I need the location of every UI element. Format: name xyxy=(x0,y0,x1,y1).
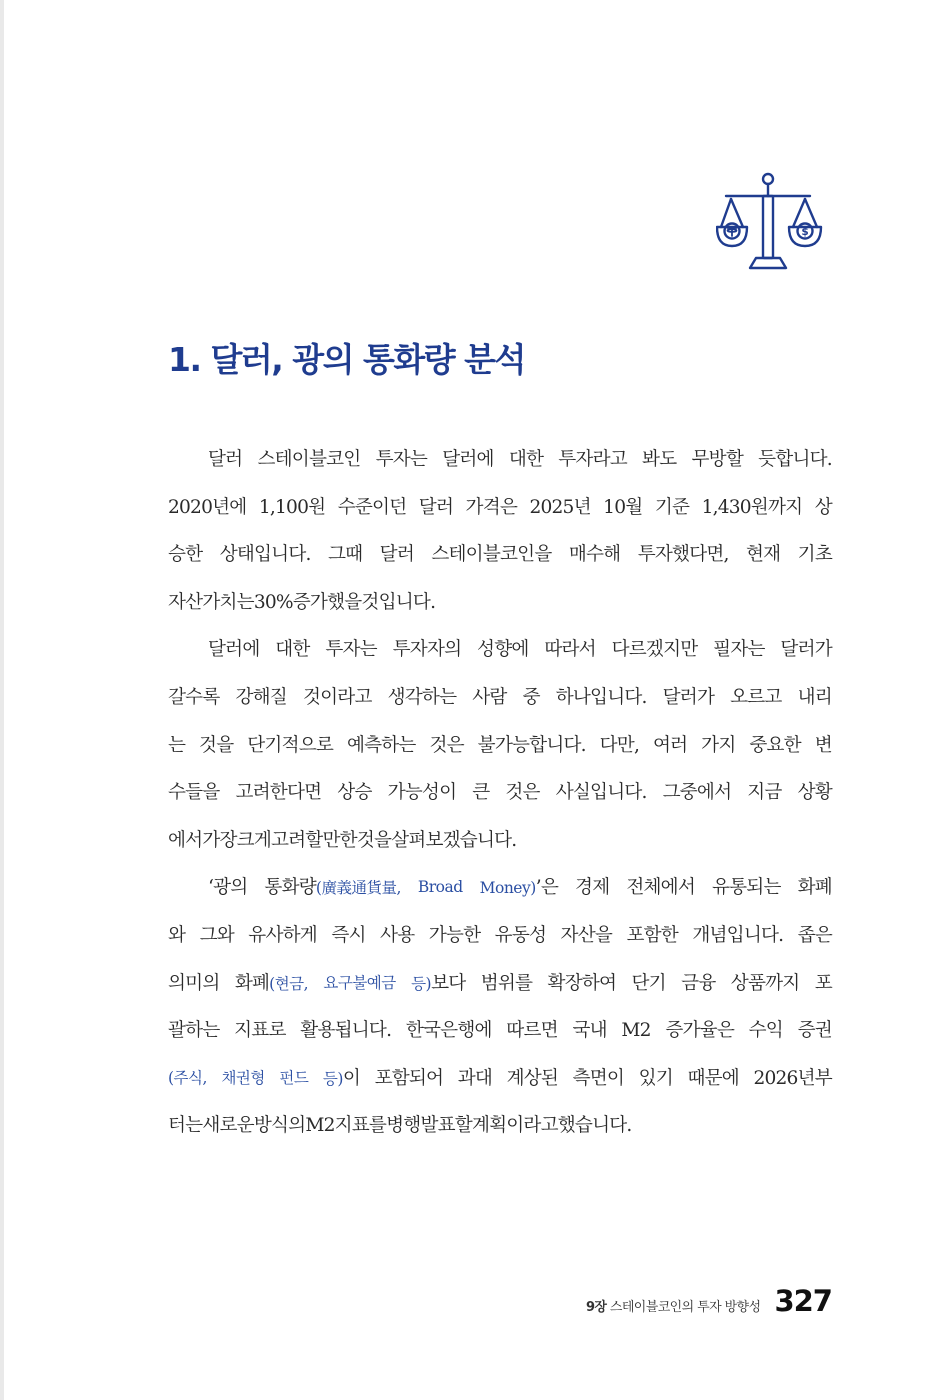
word: 투자했다면, xyxy=(637,544,729,566)
body-text xyxy=(168,436,832,1150)
word: 에서 xyxy=(168,829,203,851)
word-group xyxy=(480,864,558,912)
word: 경제 xyxy=(575,877,610,899)
word: 증가했을 xyxy=(292,591,362,613)
word: 현재 xyxy=(745,544,781,566)
word: 달러에 xyxy=(442,449,494,470)
word: 가장 xyxy=(202,829,237,851)
word: 오르고 xyxy=(730,686,782,708)
word: 것입니다. xyxy=(361,591,436,613)
word: 달러가 xyxy=(780,639,832,661)
word: M2 xyxy=(305,1115,335,1137)
word: 포함되어 xyxy=(374,1067,444,1089)
text-line xyxy=(168,912,832,960)
word: 가능한 xyxy=(428,924,481,946)
word: 개념입니다. xyxy=(692,924,784,946)
word: 측면이 xyxy=(572,1067,625,1089)
word: 큰 xyxy=(472,782,490,804)
word: 달러 xyxy=(418,496,454,518)
word: 듯합니다. xyxy=(758,449,832,470)
word: 것은 xyxy=(429,734,464,756)
word: 단기 xyxy=(631,972,666,994)
paragraph xyxy=(168,626,832,864)
word: 기초 xyxy=(797,544,832,566)
word: 갈수록 xyxy=(168,686,220,708)
word: 하나입니다. xyxy=(555,686,647,708)
text-line xyxy=(168,864,832,912)
word: 크게 xyxy=(236,829,271,851)
word: 계획이라고 xyxy=(471,1115,558,1137)
word: 필자는 xyxy=(713,639,765,661)
word: 성향에 xyxy=(477,639,529,661)
word: 있기 xyxy=(638,1067,673,1089)
chapter-title: 스테이블코인의 투자 방향성 xyxy=(609,1300,761,1315)
word: 따라서 xyxy=(544,639,596,661)
word: 승한 xyxy=(168,544,203,566)
word: 계상된 xyxy=(506,1067,559,1089)
word: 지금 xyxy=(747,782,782,804)
word: 중 xyxy=(522,686,540,708)
word: 방식의 xyxy=(253,1115,306,1137)
word: 가격은 xyxy=(465,496,518,518)
text-line xyxy=(168,1102,832,1150)
text-line xyxy=(168,960,832,1008)
word: 매수해 xyxy=(568,544,621,566)
paragraph xyxy=(168,864,832,1150)
annotation-word: Broad xyxy=(417,878,463,897)
word: 상 xyxy=(814,496,832,518)
word: 다르겠지만 xyxy=(611,639,698,661)
page-number: 327 xyxy=(774,1284,832,1318)
word: 유동성 xyxy=(494,924,547,946)
word: 대한 xyxy=(275,639,310,661)
annotation-word: 채권형 xyxy=(221,1068,265,1087)
text-line xyxy=(168,1007,832,1055)
word: 1,100원 xyxy=(258,496,326,518)
word: 투자자의 xyxy=(392,639,462,661)
word: 금융 xyxy=(681,972,716,994)
text-line xyxy=(168,484,832,532)
word: 스테이블코인 xyxy=(257,449,361,470)
word: 단기적으로 xyxy=(247,734,334,756)
word: 통화량 xyxy=(264,877,316,899)
word: 수준이던 xyxy=(337,496,407,518)
word: 새로운 xyxy=(202,1115,254,1137)
word: 했습니다. xyxy=(557,1115,632,1137)
word: 만한 xyxy=(322,829,357,851)
word: 여러 xyxy=(652,734,688,756)
word: 달러 xyxy=(208,449,243,470)
text-line xyxy=(168,436,832,484)
annotation-word: (廣義通貨量, xyxy=(315,879,401,898)
word: 달러 xyxy=(379,544,414,566)
word: 가지 xyxy=(701,734,736,756)
word: 포함한 xyxy=(626,924,678,946)
word: 유사하게 xyxy=(248,924,317,946)
word: 가치는 xyxy=(202,591,254,613)
svg-text:$: $ xyxy=(801,226,809,238)
word: 범위를 xyxy=(480,972,533,994)
word: ‘광의 xyxy=(208,877,248,899)
word: 상황 xyxy=(797,782,832,804)
word: 자산을 xyxy=(560,924,613,946)
word: 내리 xyxy=(797,686,832,708)
word: 2026년부 xyxy=(753,1067,832,1089)
word-group xyxy=(235,960,308,1008)
word: 것은 xyxy=(505,782,540,804)
word: 좁은 xyxy=(797,924,832,946)
section-heading: 1. 달러, 광의 통화량 분석 xyxy=(168,340,525,379)
annotation-word: Money) xyxy=(479,879,536,898)
word: 기준 xyxy=(654,496,690,518)
text-line xyxy=(168,626,832,674)
text-line xyxy=(168,674,832,722)
word: 예측하는 xyxy=(346,734,416,756)
word: 투자는 xyxy=(375,449,428,470)
word: 것이라고 xyxy=(302,686,372,708)
word: 2025년 xyxy=(529,496,591,518)
word: 발표할 xyxy=(420,1115,472,1137)
word: 는 xyxy=(168,734,186,756)
word: 증권 xyxy=(797,1020,832,1042)
word: 스테이블코인을 xyxy=(431,544,552,566)
word: 괄하는 xyxy=(168,1020,220,1042)
page-footer xyxy=(586,1284,832,1318)
word: 불가능합니다. xyxy=(477,734,586,756)
word: 상승 xyxy=(337,782,372,804)
word: 무방할 xyxy=(691,449,743,470)
word: 즉시 xyxy=(331,924,366,946)
word: 다만, xyxy=(599,734,640,756)
word: 투자라고 xyxy=(558,449,627,470)
word: 활용됩니다. xyxy=(300,1020,392,1042)
word: 상태입니다. xyxy=(219,544,311,566)
word: ’은 xyxy=(535,877,559,899)
word: 자산 xyxy=(168,591,203,613)
annotation-word: (현금, xyxy=(269,974,309,993)
paragraph xyxy=(168,436,832,626)
word: 와 xyxy=(168,924,186,946)
word: 전체에서 xyxy=(626,877,695,899)
word: 것을 xyxy=(199,734,234,756)
running-header xyxy=(586,1296,761,1315)
word: M2 xyxy=(621,1020,651,1042)
word: 10월 xyxy=(603,496,643,518)
word: 1,430원까지 xyxy=(701,496,803,518)
word: 지표로 xyxy=(234,1020,286,1042)
word: 사실입니다. xyxy=(555,782,647,804)
word: 달러가 xyxy=(662,686,715,708)
text-line xyxy=(168,1055,832,1103)
word: 한국은행에 xyxy=(405,1020,492,1042)
word: 2020년에 xyxy=(168,496,247,518)
annotation-word: 등) xyxy=(322,1069,343,1088)
word: 때문에 xyxy=(687,1067,739,1089)
word: 고려한다면 xyxy=(235,782,322,804)
word: 달러에 xyxy=(208,639,260,661)
word: 것을 xyxy=(356,829,392,851)
word: 그와 xyxy=(199,924,234,946)
annotation-word: 펀드 xyxy=(279,1068,309,1087)
text-line xyxy=(168,722,832,770)
word: 유통되는 xyxy=(711,877,781,899)
word: 의미의 xyxy=(168,972,220,994)
word: 변 xyxy=(814,734,832,756)
word: 국내 xyxy=(572,1020,607,1042)
page-edge xyxy=(0,0,4,1400)
word: 상품까지 xyxy=(730,972,800,994)
text-line xyxy=(168,769,832,817)
word: 이 xyxy=(342,1067,361,1089)
word: 생각하는 xyxy=(387,686,457,708)
word: 그때 xyxy=(327,544,363,566)
word: 강해질 xyxy=(235,686,287,708)
text-line xyxy=(168,579,832,627)
word: 따르면 xyxy=(506,1020,558,1042)
word: 화폐 xyxy=(234,972,270,994)
word: 봐도 xyxy=(642,449,677,470)
word: 사용 xyxy=(380,924,415,946)
word: 그중에서 xyxy=(662,782,732,804)
text-line xyxy=(168,531,832,579)
word: 병행 xyxy=(386,1115,421,1137)
word: 중요한 xyxy=(749,734,801,756)
word: 증가율은 xyxy=(665,1020,734,1042)
word: 화폐 xyxy=(797,877,832,899)
word: 터는 xyxy=(168,1115,203,1137)
word: 보다 xyxy=(431,972,466,994)
word: 가능성이 xyxy=(387,782,457,804)
word: 투자는 xyxy=(325,639,377,661)
word: 대한 xyxy=(508,449,544,470)
annotation-word: (주식, xyxy=(168,1068,207,1087)
annotation-word: 요구불예금 xyxy=(323,973,396,992)
word: 사람 xyxy=(472,686,507,708)
word: 살펴보겠습니다. xyxy=(391,829,517,851)
word: 확장하여 xyxy=(547,972,617,994)
word: 고려할 xyxy=(270,829,323,851)
word: 지표를 xyxy=(334,1115,387,1137)
balance-scale-icon xyxy=(716,170,828,274)
word: 수익 xyxy=(748,1020,783,1042)
chapter-number: 9장 xyxy=(585,1300,607,1315)
text-line xyxy=(168,817,832,865)
word-group xyxy=(323,1055,360,1103)
annotation-word: 등) xyxy=(411,974,432,993)
word: 과대 xyxy=(457,1067,493,1089)
word: 30% xyxy=(253,591,293,613)
word: 포 xyxy=(814,972,832,994)
word: 수들을 xyxy=(168,782,220,804)
word-group xyxy=(411,960,465,1008)
word-group xyxy=(264,864,400,912)
